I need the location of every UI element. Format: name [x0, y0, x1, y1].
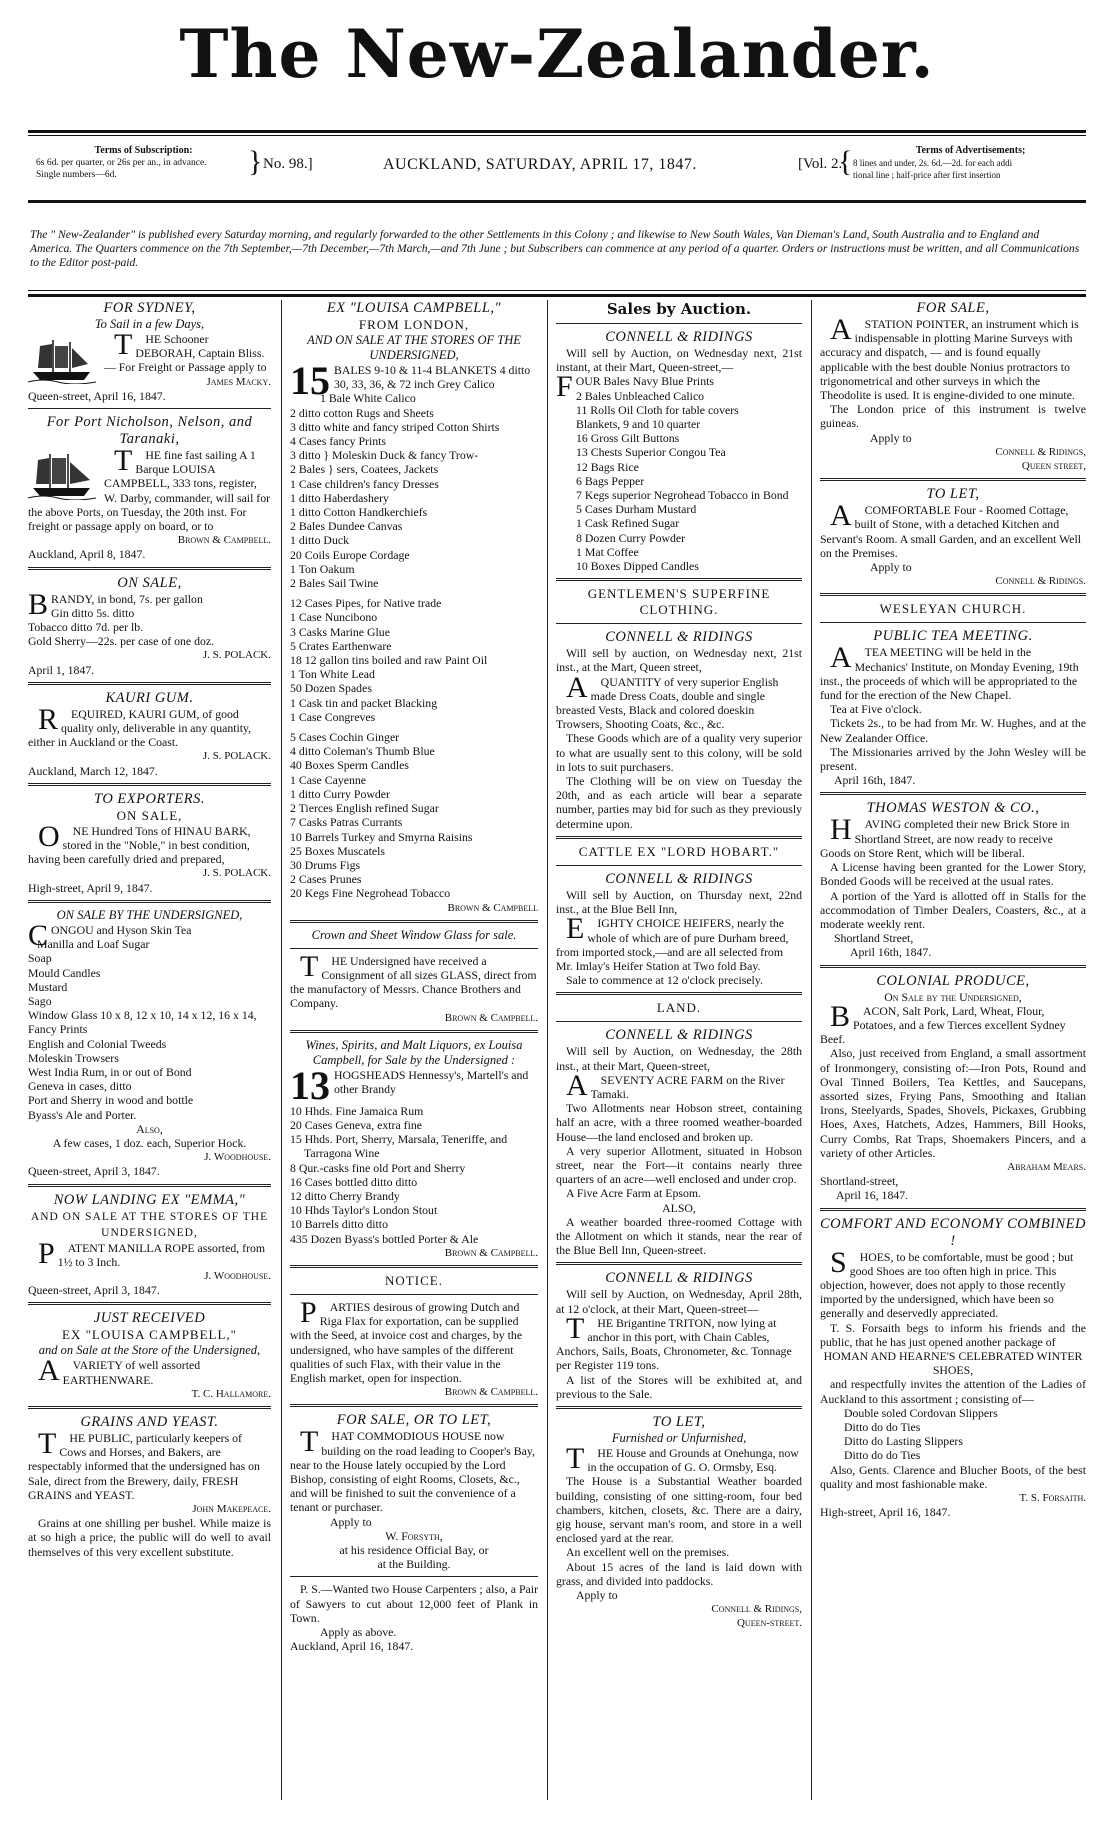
list-item: 1 Case Cayenne — [290, 772, 367, 787]
list-item: 1 Bale White Calico — [320, 391, 416, 406]
list-item: English and Colonial Tweeds — [28, 1036, 167, 1051]
list-item: Sago — [28, 993, 52, 1008]
item-list — [290, 730, 538, 900]
item-list — [290, 391, 538, 590]
body-rule-thick — [28, 294, 1086, 297]
auction-header: Sales by Auction. — [606, 300, 752, 318]
ad-sydney: FOR SYDNEY, To Sail in a few Days, T HE Schooner DEBORAH, Captain Bliss. — For Freight or Passage apply to James Macky. Queen-street, April 16, 1847. — [28, 300, 271, 403]
item-list — [28, 918, 271, 1122]
dateline-rule — [28, 200, 1086, 203]
list-item: 1 ditto Duck — [290, 533, 349, 548]
publication-notice: The " New-Zealander" is published every Saturday morning, and regularly forwarded to the other Settlements in this Colony ; and likewise to New South Wales, Van Dieman's Land, South Australia and to England and America. The Quarters commence on the 7th September,—7th December,—7th March,—and 7th June ; but Subscribers can commence at any period of a quarter. Orders or instructions must be written, and all Communications to the Editor post-paid. — [30, 228, 1080, 269]
list-item: 10 Hhds. Fine Jamaica Rum — [290, 1103, 424, 1118]
column-3 — [556, 300, 802, 1635]
column-divider — [281, 300, 282, 1800]
list-item: Soap — [28, 951, 52, 966]
list-item: Mustard — [28, 979, 68, 994]
list-item: 4 ditto Coleman's Thumb Blue — [290, 744, 435, 759]
ship-icon — [28, 450, 98, 500]
list-item: 1 Ton White Lead — [290, 667, 375, 682]
column-4 — [820, 300, 1086, 1523]
ad-emma: NOW LANDING EX "EMMA," AND ON SALE AT THE STORES OF THE UNDERSIGNED, P ATENT MANILLA ROPE assorted, from 1½ to 3 Inch. J. Woodhouse. Queen-street, April 3, 1847. — [28, 1191, 271, 1298]
list-item: 2 ditto cotton Rugs and Sheets — [290, 405, 434, 420]
list-item: 10 Barrels Turkey and Smyrna Raisins — [290, 829, 473, 844]
ad-comfort-economy: COMFORT AND ECONOMY COMBINED ! S HOES, to be comfortable, must be good ; but good Shoes are too often high in price. This objection, however, does not apply to those recently imported by the undersigned, which have been so generally and deservedly appreciated. T. S. Forsaith begs to inform his friends and the public, that he has just opened another package of HOMAN AND HEARNE'S CELEBRATED WINTER SHOES, and respectfully invites the attention of the Ladies of Auckland to this assortment ; consisting of— Double soled Cordovan Slippers Ditto do do Ties Ditto do Lasting Slippers Ditto do do Ties Also, Gents. Clarence and Blucher Boots, of the best quality and most fashionable make. T. S. Forsaith. High-street, April 16, 1847. — [820, 1215, 1086, 1520]
column-divider — [547, 300, 548, 1800]
list-item: 8 Dozen Curry Powder — [576, 530, 686, 545]
ad-colonial-produce: COLONIAL PRODUCE, On Sale by the Undersigned, B ACON, Salt Pork, Lard, Wheat, Flour, Potatoes, and a few Tierces excellent Sydney Beef. Also, just received from England, a small assortment of Ironmongery, consisting of:—Iron Pots, Round and Oval Tinned Boilers, Tea Kettles, and Saucepans, assorted sizes, Frying Pans, Smoothing and Italian Irons, Steelyards, Spades, Shovels, Pickaxes, Grubbing Hoes, Axes, Hatchets, Adzes, Hammers, Bill Hooks, Curry Combs, Rat Traps, Shoemakers Pincers, and a variety of other Articles. Abraham Mears. Shortland-street, April 16, 1847. — [820, 972, 1086, 1203]
masthead-rule — [28, 130, 1086, 133]
list-item: West India Rum, in or out of Bond — [28, 1064, 192, 1079]
list-item: Fancy Prints — [28, 1022, 88, 1037]
list-item: 5 Crates Earthenware — [290, 638, 392, 653]
list-item: 1 Cask tin and packet Blacking — [290, 695, 438, 710]
list-item: 6 Bags Pepper — [576, 473, 645, 488]
list-item: Port and Sherry in wood and bottle — [28, 1093, 194, 1108]
list-item: Geneva in cases, ditto — [28, 1079, 132, 1094]
list-item: 2 Bales Unbleached Calico — [576, 388, 705, 403]
list-item: 2 Cases Prunes — [290, 872, 362, 887]
ad-wines-spirits: Wines, Spirits, and Malt Liquors, ex Louisa Campbell, for Sale by the Undersigned : 13 HOGSHEADS Hennessy's, Martell's and other Brandy 10 Hhds. Fine Jamaica Rum 20 Cases Geneva, extra fine 15 Hhds. Port, Sherry, Marsala, Teneriffe, and Tarragona Wine 8 Qur.-casks fine old Port and Sherry 16 Cases bottled ditto ditto 12 ditto Cherry Brandy 10 Hhds Taylor's London Stout 10 Barrels ditto ditto 435 Dozen Byass's bottled Porter & Ale Brown & Campbell. — [290, 1037, 538, 1259]
list-item: 3 ditto white and fancy striped Cotton Shirts — [290, 419, 500, 434]
list-item: 16 Gross Gilt Buttons — [576, 431, 680, 446]
masthead-title: The New-Zealander. — [179, 15, 935, 93]
list-item: Byass's Ale and Porter. — [28, 1107, 137, 1122]
list-item: Manilla and Loaf Sugar — [37, 937, 150, 952]
issue-number: No. 98.] — [263, 156, 313, 172]
list-item: 7 Kegs superior Negrohead Tobacco in Bond — [576, 488, 789, 503]
ad-station-pointer: FOR SALE, A STATION POINTER, an instrument which is indispensable in plotting Marine Surveys with accuracy and dispatch, — and is found equally applicable with the best double Nonius protractors to trigonometrical and other surveys in which the Theodolite is used. It is engine-divided to one minute. The London price of this instrument is twelve guineas. Apply to Connell & Ridings, Queen street, — [820, 300, 1086, 473]
list-item: 2 Bales Sail Twine — [290, 576, 379, 591]
list-item: 20 Cases Geneva, extra fine — [290, 1117, 423, 1132]
ad-exporters: TO EXPORTERS. ON SALE, O NE Hundred Tons of HINAU BARK, stored in the "Noble," in best condition, having been carefully dried and prepared, J. S. POLACK. High-street, April 9, 1847. — [28, 790, 271, 895]
list-item: 1 Mat Coffee — [576, 544, 639, 559]
list-item: 5 Cases Cochin Ginger — [290, 730, 400, 745]
list-item: 20 Coils Europe Cordage — [290, 547, 410, 562]
city-date: AUCKLAND, SATURDAY, APRIL 17, 1847. — [383, 156, 697, 173]
list-item: 10 Hhds Taylor's London Stout — [290, 1203, 438, 1218]
ad-house-for-sale: FOR SALE, OR TO LET, T HAT COMMODIOUS HOUSE now building on the road leading to Cooper's Bay, near to the House lately occupied by the Lord Bishop, consisting of eight Rooms, Closets, &c., and will be finished to suit the convenience of a tenant or purchaser. Apply to W. Forsyth, at his residence Official Bay, or at the Building. P. S.—Wanted two House Carpenters ; also, a Pair of Sawyers to cut about 12,000 feet of Plank in Town. Apply as above. Auckland, April 16, 1847. — [290, 1412, 538, 1654]
ad-cattle: CATTLE EX "LORD HOBART." CONNELL & RIDINGS Will sell by Auction, on Thursday next, 22nd inst., at the Blue Bell Inn, E IGHTY CHOICE HEIFERS, nearly the whole of which are of pure Durham breed, from imported stock,—and are all selected from Mr. Imlay's Heifer Station at Two fold Bay. Sale to commence at 12 o'clock precisely. — [556, 843, 802, 988]
list-item: 25 Boxes Muscatels — [290, 843, 386, 858]
list-item: 15 Hhds. Port, Sherry, Marsala, Teneriffe, and Tarragona Wine — [290, 1132, 508, 1161]
list-item: 7 Casks Patras Currants — [290, 815, 403, 830]
dateline — [28, 143, 1086, 189]
list-item: 2 Bales } sers, Coatees, Jackets — [290, 462, 439, 477]
list-item: Ditto do do Ties — [844, 1420, 921, 1434]
ad-wesleyan: WESLEYAN CHURCH. PUBLIC TEA MEETING. A TEA MEETING will be held in the Mechanics' Institute, on Monday Evening, 19th inst., the proceeds of which will be appropriated to the fund for the erection of the New Chapel. Tea at Five o'clock. Tickets 2s., to be had from Mr. W. Hughes, and at the New Zealander Office. The Missionaries arrived by the John Wesley will be present. April 16th, 1847. — [820, 601, 1086, 788]
list-item: 30 Drums Figs — [290, 857, 361, 872]
ad-undersigned: ON SALE BY THE UNDERSIGNED, CONGOU and Hyson Skin Tea Manilla and Loaf Sugar Soap Mould Candles Mustard Sago Window Glass 10 x 8, 12 x 10, 14 x 12, 16 x 14, Fancy Prints English and Colonial Tweeds Moleskin Trowsers West India Rum, in or out of Bond Geneva in cases, ditto Port and Sherry in wood and bottle Byass's Ale and Porter. Also, A few cases, 1 doz. each, Superior Hock. J. Woodhouse. Queen-street, April 3, 1847. — [28, 907, 271, 1179]
volume: [Vol. 2. — [798, 156, 843, 172]
list-item: 10 Boxes Dipped Candles — [576, 559, 699, 574]
list-item: Ditto do Lasting Slippers — [844, 1434, 963, 1449]
list-item: 5 Cases Durham Mustard — [576, 502, 697, 517]
ad-to-let-onehunga: TO LET, Furnished or Unfurnished, T HE House and Grounds at Onehunga, now in the occupation of G. O. Ormsby, Esq. The House is a Substantial Weather boarded building, consisting of one sitting-room, four bed chambers, kitchen, closets, &c. There are a dairy, gig house, servant man's room, and store in a well enclosed yard at the rear. An excellent well on the premises. About 15 acres of the land is laid down with grass, and divided into paddocks. Apply to Connell & Ridings, Queen-street. — [556, 1413, 802, 1630]
list-item: 10 Barrels ditto ditto — [290, 1217, 388, 1232]
item-list — [556, 389, 802, 574]
body-rule — [28, 290, 1086, 291]
ad-triton: CONNELL & RIDINGS Will sell by Auction, on Wednesday, April 28th, at 12 o'clock, at their Mart, Queen-street— T HE Brigantine TRITON, now lying at anchor in this port, with Chain Cables, Anchors, Sails, Boats, Chronometer, &c. Tonnage per Register 119 tons. A list of the Stores will be exhibited at, and previous to the Sale. — [556, 1270, 802, 1401]
brace-left: } — [248, 145, 263, 178]
item-list — [820, 1406, 1086, 1463]
list-item: 40 Boxes Sperm Candles — [290, 758, 409, 773]
list-item: 1 Case Nuncibono — [290, 610, 378, 625]
ad-thomas-weston: THOMAS WESTON & CO., H AVING completed their new Brick Store in Shortland Street, are now ready to receive Goods on Store Rent, which will be liberal. A License having been granted for the Lower Story, Bonded Goods will be received at the usual rates. A portion of the Yard is allotted off in Stalls for the accommodation of Timber Dealers, Coasters, &c., at a moderate weekly rent. Shortland Street, April 16th, 1847. — [820, 800, 1086, 960]
ad-just-received: JUST RECEIVED EX "LOUISA CAMPBELL," and on Sale at the Store of the Undersigned, A VARIETY of well assorted EARTHENWARE. T. C. Hallamore. — [38, 1310, 271, 1400]
list-item: 2 Bales Dundee Canvas — [290, 519, 403, 534]
list-item: 13 Chests Superior Congou Tea — [576, 445, 726, 460]
ad-cottage-to-let: TO LET, A COMFORTABLE Four - Roomed Cottage, built of Stone, with a detached Kitchen and Servant's Room. A small Garden, and an excellent Well on the Premises. Apply to Connell & Ridings. — [820, 486, 1086, 588]
list-item: Blankets, 9 and 10 quarter — [576, 417, 701, 432]
list-item: 8 Qur.-casks fine old Port and Sherry — [290, 1160, 466, 1175]
ad-kauri-gum: KAURI GUM. R EQUIRED, KAURI GUM, of good quality only, deliverable in any quantity, either in Auckland or the Coast. J. S. POLACK. Auckland, March 12, 1847. — [28, 689, 271, 778]
list-item: 11 Rolls Oil Cloth for table covers — [576, 402, 739, 417]
list-item: 1 ditto Curry Powder — [290, 786, 390, 801]
ad-louisa-campbell: EX "LOUISA CAMPBELL," FROM LONDON, AND ON SALE AT THE STORES OF THE UNDERSIGNED, 15 BALES 9-10 & 11-4 BLANKETS 4 ditto 30, 33, 36, & 72 inch Grey Calico 1 Bale White Calico 2 ditto cotton Rugs and Sheets 3 ditto white and fancy striped Cotton Shirts 4 Cases fancy Prints 3 ditto } Moleskin Duck & fancy Trow- 2 Bales } sers, Coatees, Jackets 1 Case children's fancy Dresses 1 ditto Haberdashery 1 ditto Cotton Handkerchiefs 2 Bales Dundee Canvas 1 ditto Duck 20 Coils Europe Cordage 1 Ton Oakum 2 Bales Sail Twine 12 Cases Pipes, for Native trade 1 Case Nuncibono 3 Casks Marine Glue 5 Crates Earthenware 18 12 gallon tins boiled and raw Paint Oil 1 Ton White Lead 50 Dozen Spades 1 Cask tin and packet Blacking 1 Case Congreves 5 Cases Cochin Ginger 4 ditto Coleman's Thumb Blue 40 Boxes Sperm Candles 1 Case Cayenne 1 ditto Curry Powder 2 Tierces English refined Sugar 7 Casks Patras Currants 10 Barrels Turkey and Smyrna Raisins 25 Boxes Muscatels 30 Drums Figs 2 Cases Prunes 20 Kegs Fine Negrohead Tobacco Brown & Campbell — [290, 300, 538, 914]
list-item: 3 ditto } Moleskin Duck & fancy Trow- — [290, 448, 479, 463]
list-item: 1 Ton Oakum — [290, 561, 355, 576]
ad-auction-prints: CONNELL & RIDINGS Will sell by Auction, on Wednesday next, 21st instant, at their Mart, Queen-street,— FOUR Bales Navy Blue Prints 2 Bales Unbleached Calico 11 Rolls Oil Cloth for table covers Blankets, 9 and 10 quarter 16 Gross Gilt Buttons 13 Chests Superior Congou Tea 12 Bags Rice 6 Bags Pepper 7 Kegs superior Negrohead Tobacco in Bond 5 Cases Durham Mustard 1 Cask Refined Sugar 8 Dozen Curry Powder 1 Mat Coffee 10 Boxes Dipped Candles — [556, 329, 802, 574]
list-item: Ditto do do Ties — [844, 1448, 921, 1463]
list-item: 18 12 gallon tins boiled and raw Paint Oil — [290, 653, 488, 668]
terms-advertisements: Terms of Advertisements; 8 lines and under, 2s. 6d.—2d. for each addi tional line ; half-price after first insertion — [853, 145, 1026, 180]
list-item: 435 Dozen Byass's bottled Porter & Ale — [290, 1231, 479, 1246]
list-item: 2 Tierces English refined Sugar — [290, 801, 439, 816]
list-item: Window Glass 10 x 8, 12 x 10, 14 x 12, 16 x 14, — [28, 1008, 257, 1023]
list-item: 1 Case children's fancy Dresses — [290, 476, 439, 491]
list-item: 4 Cases fancy Prints — [290, 434, 386, 449]
column-2 — [290, 300, 538, 1657]
list-item: 1 Case Congreves — [290, 709, 376, 724]
list-item: 20 Kegs Fine Negrohead Tobacco — [290, 886, 451, 901]
ad-notice-flax: NOTICE. P ARTIES desirous of growing Dutch and Riga Flax for exportation, can be supplied with the Seed, at invoice cost and charges, by the undersigned, who have samples of the different qualities of such Flax, with their value in the English market, open for inspection. Brown & Campbell. — [290, 1272, 538, 1399]
ad-port-nicholson: For Port Nicholson, Nelson, and Taranaki, T HE fine fast sailing A 1 Barque LOUISA CAMPBELL, 333 tons, register, W. Darby, commander, will sail for the above Ports, on Tuesday, the 20th inst. For freight or passage apply on board, or to Brown & Campbell. Auckland, April 8, 1847. — [28, 414, 271, 562]
ad-grains-yeast: GRAINS AND YEAST. T HE PUBLIC, particularly keepers of Cows and Horses, and Bakers, are respectably informed that the undersigned has on Sale, direct from the Brewery, daily, FRESH GRAINS and YEAST. John Makepeace. Grains at one shilling per bushel. While maize is at so high a price, the public will do well to avail themselves of this very excellent substitute. — [28, 1413, 271, 1559]
ship-icon — [28, 334, 98, 384]
column-divider — [811, 300, 812, 1800]
list-item: 12 Cases Pipes, for Native trade — [290, 596, 442, 611]
ad-brandy: ON SALE, BRANDY, in bond, 7s. per gallon Gin ditto 5s. ditto Tobacco ditto 7d. per lb. Gold Sherry—22s. per case of one doz. J. S. POLACK. April 1, 1847. — [28, 574, 271, 677]
masthead-rule-thin — [28, 135, 1086, 136]
terms-subscription: Terms of Subscription: 6s 6d. per quarter, or 26s per an., in advance. Single numbers—6d. — [36, 145, 207, 180]
brace-right: { — [838, 145, 853, 178]
list-item: 1 ditto Haberdashery — [290, 490, 389, 505]
ad-gentlemens-clothing: GENTLEMEN'S SUPERFINE CLOTHING. CONNELL & RIDINGS Will sell by auction, on Wednesday next, 21st inst., at the Mart, Queen street, A QUANTITY of very superior English made Dress Coats, double and single breasted Vests, Black and colored doeskin Trowsers, Shooting Coats, &c., &c. These Goods which are of a quality very superior to what are usually sent to this colony, will be sold in lots to suit purchasers. The Clothing will be on view on Tuesday the 20th, and as each article will bear a separate number, parties may bid for such as they previously determine upon. — [556, 586, 802, 831]
item-list — [290, 1104, 538, 1246]
column-1 — [28, 300, 271, 1563]
ad-window-glass: Crown and Sheet Window Glass for sale. T HE Undersigned have received a Consignment of all sizes GLASS, direct from the manufactory of Messrs. Chance Brothers and Company. Brown & Campbell. — [290, 927, 538, 1024]
list-item: 12 ditto Cherry Brandy — [290, 1188, 400, 1203]
list-item: Mould Candles — [28, 965, 101, 980]
ad-land: LAND. CONNELL & RIDINGS Will sell by Auction, on Wednesday, the 28th inst., at their Mart, Queen-street, A SEVENTY ACRE FARM on the River Tamaki. Two Allotments near Hobson street, containing half an acre, with a three roomed weather-boarded House—the land enclosed and broken up. A very superior Allotment, situated in Hobson street, near the Fort—it contains nearly three quarters of an acre—well enclosed and under crop. A Five Acre Farm at Epsom. ALSO, A weather boarded three-roomed Cottage with the Allotment on which it stands, near the rear of the Blue Bell Inn, Queen-street. — [556, 1000, 802, 1258]
list-item: Moleskin Trowsers — [28, 1050, 119, 1065]
list-item: CONGOU and Hyson Skin Tea — [28, 918, 192, 952]
list-item: Double soled Cordovan Slippers — [844, 1405, 998, 1420]
list-item: 50 Dozen Spades — [290, 681, 372, 696]
list-item: 1 ditto Cotton Handkerchiefs — [290, 505, 428, 520]
list-item: 12 Bags Rice — [576, 459, 639, 474]
list-item: 3 Casks Marine Glue — [290, 624, 390, 639]
list-item: 16 Cases bottled ditto ditto — [290, 1174, 418, 1189]
list-item: 1 Cask Refined Sugar — [576, 516, 680, 531]
item-list — [290, 596, 538, 724]
